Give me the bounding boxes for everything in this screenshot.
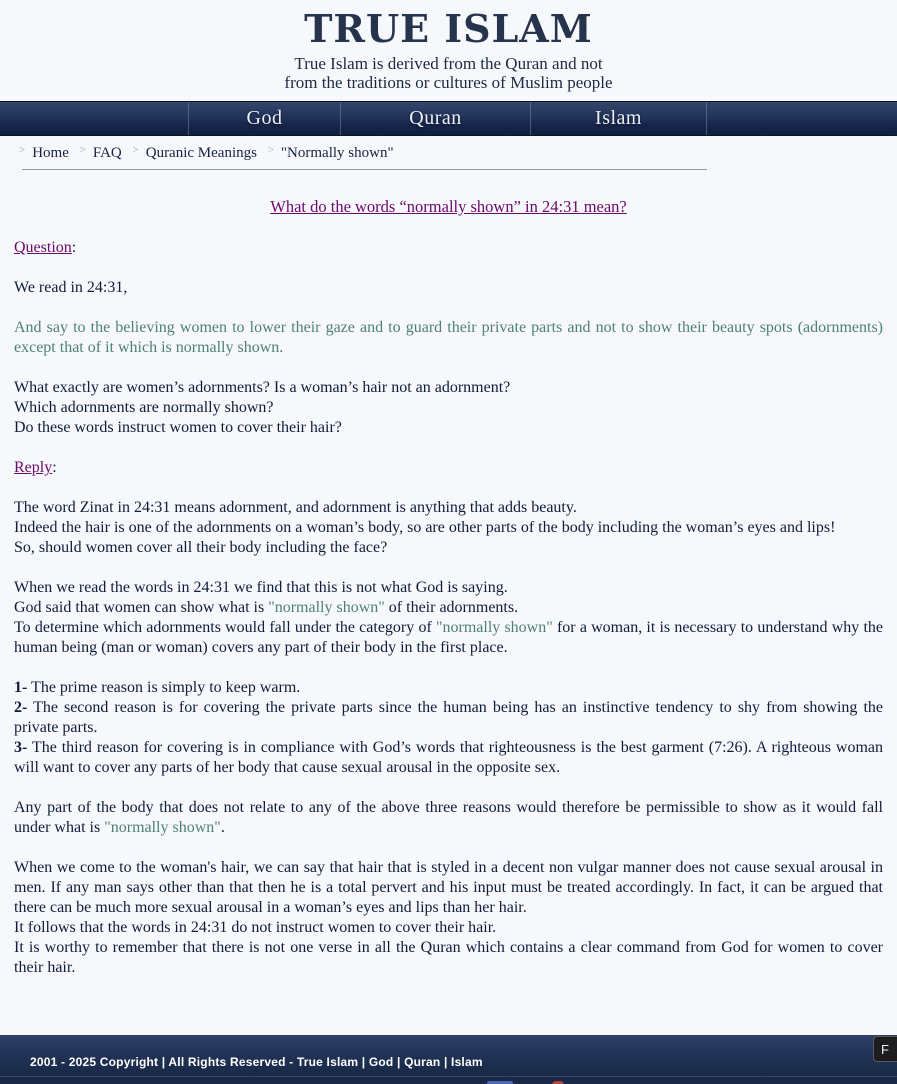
reason-3-text: The third reason for covering is in compliance with God’s words that righteousness is the best garment (7:26). A righteous woman will want to cover any parts of her body that cause sexual arousal in the opposite sex. xyxy=(14,739,883,776)
copyright-text: 2001 - 2025 Copyright | All Rights Reserved - True Islam | God | Quran | Islam xyxy=(30,1055,483,1069)
site-tagline-line1: True Islam is derived from the Quran and not xyxy=(294,54,603,73)
reply-paragraph-2 xyxy=(14,578,883,658)
article xyxy=(0,197,897,978)
breadcrumb-home[interactable]: Home xyxy=(32,145,69,161)
reply2-line-2-pre: God said that women can show what is xyxy=(14,599,269,616)
reason-1-number: 1- xyxy=(14,679,28,696)
breadcrumb xyxy=(12,144,897,162)
question-label[interactable]: Question xyxy=(14,239,72,256)
breadcrumb-row xyxy=(0,136,897,170)
closing-paragraph xyxy=(14,858,883,978)
breadcrumb-divider xyxy=(22,169,707,170)
reply-paragraph-1 xyxy=(14,498,883,558)
reply-heading xyxy=(14,458,883,478)
normally-shown-highlight: "normally shown" xyxy=(268,599,385,616)
article-title-wrap xyxy=(14,197,883,218)
reason-2-text: The second reason is for covering the private parts since the human being has an instinctive tendency to shy from showing the private parts. xyxy=(14,699,883,736)
chevron-right-icon: > xyxy=(19,144,26,156)
article-title-link[interactable]: What do the words “normally shown” in 24:31 mean? xyxy=(270,197,627,216)
normally-shown-highlight: "normally shown" xyxy=(435,619,553,636)
breadcrumb-faq[interactable]: FAQ xyxy=(92,145,122,161)
normally-shown-highlight: "normally shown" xyxy=(104,819,221,836)
reply2-line-3-pre: To determine which adornments would fall under the category of xyxy=(14,619,436,636)
chevron-right-icon: > xyxy=(79,144,86,156)
closing-line-2: It follows that the words in 24:31 do not instruct women to cover their hair. xyxy=(14,919,497,936)
nav-spacer-left xyxy=(0,102,188,135)
any-part-pre: Any part of the body that does not relate to any of the above three reasons would therefore be permissible to show as it would fall under what is xyxy=(14,799,883,836)
footer xyxy=(0,1035,897,1076)
site-tagline-line2: from the traditions or cultures of Muslim people xyxy=(284,73,613,92)
reasons-list xyxy=(14,678,883,778)
reply2-line-2-post: of their adornments. xyxy=(384,599,519,616)
reply1-line-3: So, should women cover all their body including the face? xyxy=(14,539,388,556)
nav-item-god[interactable]: God xyxy=(188,102,340,135)
questions-paragraph xyxy=(14,378,883,438)
closing-line-1: When we come to the woman's hair, we can say that hair that is styled in a decent non vulgar manner does not cause sexual arousal in men. If any man says other than that then he is a total pervert and his input must be treated accordingly. In fact, it can be argued that there can be much more sexual arousal in a woman’s eyes and lips than her hair. xyxy=(14,859,883,916)
reply2-line-3-post: for a woman, it is necessary to understand why the human being (man or woman) covers any part of their body in the first place. xyxy=(14,619,884,656)
breadcrumb-current-page: "Normally shown" xyxy=(280,145,394,161)
main-nav xyxy=(0,101,897,136)
reply1-line-1: The word Zinat in 24:31 means adornment, and adornment is anything that adds beauty. xyxy=(14,499,577,516)
nav-item-quran[interactable]: Quran xyxy=(340,102,530,135)
nav-spacer-right xyxy=(707,102,897,135)
closing-line-3: It is worthy to remember that there is not one verse in all the Quran which contains a clear command from God for women to cover their hair. xyxy=(14,939,883,976)
question-heading xyxy=(14,238,883,258)
question-line-3: Do these words instruct women to cover their hair? xyxy=(14,419,342,436)
reply-colon: : xyxy=(52,459,57,476)
question-line-2: Which adornments are normally shown? xyxy=(14,399,274,416)
intro-paragraph: We read in 24:31, xyxy=(14,279,128,296)
reply2-line-1: When we read the words in 24:31 we find that this is not what God is saying. xyxy=(14,579,508,596)
quran-quote-paragraph: And say to the believing women to lower their gaze and to guard their private parts and not to show their beauty spots (adornments) except that of it which is normally shown. xyxy=(14,319,883,356)
site-header xyxy=(0,0,897,92)
question-colon: : xyxy=(71,239,77,256)
reply-label[interactable]: Reply xyxy=(14,459,53,476)
chevron-right-icon: > xyxy=(132,144,139,156)
question-line-1: What exactly are women’s adornments? Is a woman’s hair not an adornment? xyxy=(14,379,511,396)
follow-button[interactable]: F xyxy=(873,1036,897,1062)
reason-3-number: 3- xyxy=(14,739,28,756)
any-part-paragraph xyxy=(14,798,883,838)
reason-2-number: 2- xyxy=(14,699,28,716)
reason-1-text: The prime reason is simply to keep warm. xyxy=(27,679,301,696)
footer-social-strip xyxy=(0,1076,897,1084)
site-title: TRUE ISLAM xyxy=(304,6,593,51)
site-tagline xyxy=(0,54,897,92)
nav-item-islam[interactable]: Islam xyxy=(530,102,707,135)
any-part-post: . xyxy=(220,819,225,836)
chevron-right-icon: > xyxy=(267,144,274,156)
reply1-line-2: Indeed the hair is one of the adornments on a woman’s body, so are other parts of the body including the woman’s eyes and lips! xyxy=(14,519,836,536)
breadcrumb-quranic-meanings[interactable]: Quranic Meanings xyxy=(145,145,257,161)
